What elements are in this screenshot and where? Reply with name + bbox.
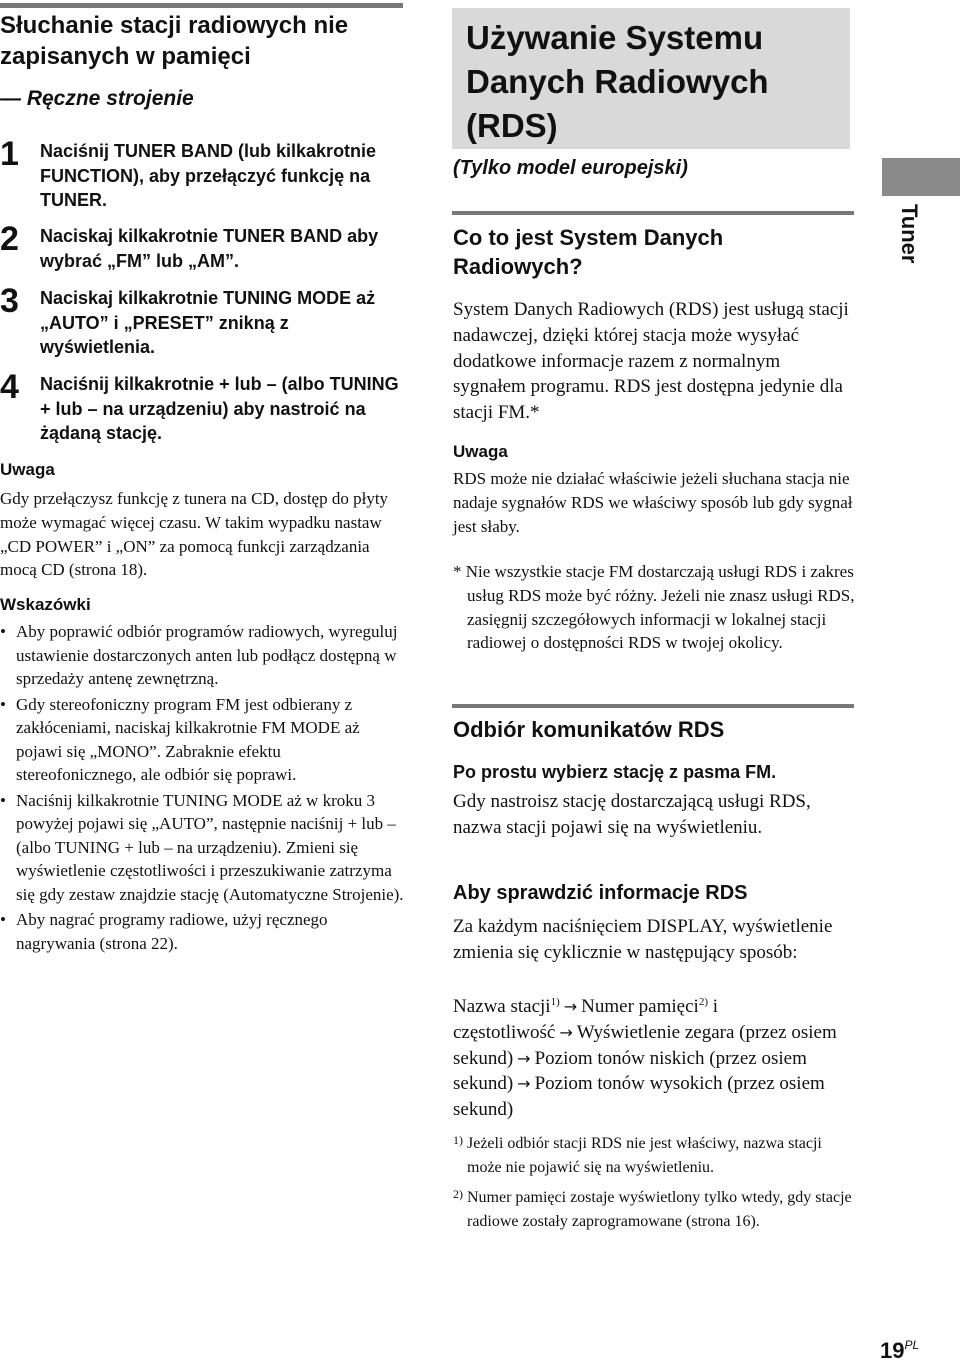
section-rule	[452, 211, 854, 215]
tip-text: Naciśnij kilkakrotnie TUNING MODE aż w kroku 3 powyżej pojawi się „AUTO”, następnie naciśnij + lub – (albo TUNING + lub – na urządzeniu). Zmieni się wyświetlenie częstotliwości i przeszukiwanie zatrzyma się gdy zestaw znajdzie stację (Automatyczne Strojenie).	[16, 790, 404, 904]
side-tab-label: Tuner	[897, 204, 922, 264]
tip-text: Aby nagrać programy radiowe, użyj ręcznego nagrywania (strona 22).	[16, 910, 328, 953]
footnote-2	[453, 1186, 853, 1233]
tips-label: Wskazówki	[0, 595, 91, 614]
tip-item	[0, 908, 404, 955]
footnote-1	[453, 1132, 853, 1179]
rds-note-text: RDS może nie działać właściwie jeżeli słuchana stacja nie nadaje sygnałów RDS we właściwy sposób lub gdy sygnał jest słaby.	[453, 469, 853, 536]
receive-text: Gdy nastroisz stację dostarczającą usługi RDS, nazwa stacji pojawi się na wyświetleniu.	[453, 791, 811, 838]
footnote-mark: 2)	[453, 1187, 463, 1201]
rds-title: Używanie Systemu Danych Radiowych (RDS)	[466, 19, 769, 144]
tip-item	[0, 620, 404, 691]
seq-bass: Poziom tonów niskich (przez osiem sekund)	[453, 1047, 807, 1095]
tip-item	[0, 789, 404, 907]
tip-text: Gdy stereofoniczny program FM jest odbierany z zakłóceniami, naciskaj kilkakrotnie FM MODE aż pojawi się „MONO”. Zabraknie efektu stereofonicznego, ale odbiór się poprawi.	[16, 694, 360, 784]
footnote-mark: 1)	[453, 1133, 463, 1147]
step-text: Naciśnij kilkakrotnie + lub – (albo TUNING + lub – na urządzeniu) aby nastroić na żądaną stację.	[40, 374, 399, 443]
step-number: 3	[0, 282, 19, 320]
seq-preset-number: Numer pamięci	[581, 996, 699, 1017]
footnote-ref: 1)	[550, 996, 560, 1008]
what-is-rds-heading: Co to jest System Danych Radiowych?	[453, 225, 724, 279]
tip-item	[0, 693, 404, 787]
step-number: 2	[0, 220, 19, 258]
footnote-text: Numer pamięci zostaje wyświetlony tylko wtedy, gdy stacje radiowe zostały zaprogramowane (strona 16).	[467, 1189, 852, 1230]
top-rule	[0, 3, 403, 8]
bullet-icon: •	[0, 790, 6, 810]
page-number	[880, 1338, 919, 1364]
bullet-icon: •	[0, 910, 6, 929]
arrow-right-icon: →	[517, 1048, 531, 1068]
step-number: 1	[0, 135, 19, 173]
what-is-rds-text: System Danych Radiowych (RDS) jest usługą stacji nadawczej, dzięki której stacja może wysyłać dodatkowe informacje razem z normalnym sygnałem programu. RDS jest dostępna jedynie dla stacji FM.*	[453, 299, 849, 424]
footnote-ref: 2)	[698, 996, 708, 1008]
bullet-icon: •	[0, 622, 6, 641]
side-tab-marker	[882, 158, 960, 196]
check-intro: Za każdym naciśnięciem DISPLAY, wyświetlenie zmienia się cyklicznie w następujący sposób:	[453, 916, 833, 963]
section-subheading: — Ręczne strojenie	[0, 87, 194, 110]
model-note: (Tylko model europejski)	[453, 157, 688, 179]
page-lang-suffix: PL	[904, 1338, 920, 1352]
note-label: Uwaga	[0, 460, 55, 479]
tip-text: Aby poprawić odbiór programów radiowych, wyreguluj ustawienie dostarczonych anten lub podłącz dostępną w sprzedaży antenę zewnętrzną.	[16, 622, 398, 688]
receive-subheading: Po prostu wybierz stację z pasma FM.	[453, 762, 777, 782]
page-number-value: 19	[880, 1338, 905, 1363]
rds-title-box	[452, 8, 850, 149]
display-sequence	[453, 994, 853, 1123]
arrow-right-icon: →	[563, 997, 578, 1016]
rds-note-label: Uwaga	[453, 442, 508, 461]
footnote-text: Jeżeli odbiór stacji RDS nie jest właściwy, nazwa stacji może nie pojawić się na wyświetleniu.	[467, 1135, 822, 1176]
seq-frequency: i częstotliwość	[453, 996, 719, 1043]
step-text: Naciśnij TUNER BAND (lub kilkakrotnie FUNCTION), aby przełączyć funkcję na TUNER.	[40, 141, 377, 210]
asterisk-note: * Nie wszystkie stacje FM dostarczają usługi RDS i zakres usług RDS może być różny. Jeżeli nie znasz usługi RDS, zasięgnij szczegółowych informacji w lokalnej stacji radiowej o dostępności RDS w twojej okolicy.	[453, 562, 855, 653]
check-heading: Aby sprawdzić informacje RDS	[453, 882, 748, 904]
step-text: Naciskaj kilkakrotnie TUNING MODE aż „AUTO” i „PRESET” znikną z wyświetlenia.	[40, 288, 376, 357]
seq-treble: Poziom tonów wysokich (przez osiem sekund)	[453, 1073, 825, 1121]
arrow-right-icon: →	[517, 1074, 531, 1094]
tips-list	[0, 620, 404, 957]
section-title: Słuchanie stacji radiowych nie zapisanych w pamięci	[0, 12, 349, 70]
bullet-icon: •	[0, 694, 6, 714]
receive-heading: Odbiór komunikatów RDS	[453, 717, 725, 742]
step-text: Naciskaj kilkakrotnie TUNER BAND aby wybrać „FM” lub „AM”.	[40, 226, 379, 271]
note-text: Gdy przełączysz funkcję z tunera na CD, dostęp do płyty może wymagać więcej czasu. W takim wypadku nastaw „CD POWER” i „ON” za pomocą funkcji zarządzania mocą CD (strona 18).	[0, 489, 389, 580]
arrow-right-icon: →	[559, 1022, 573, 1042]
section-rule	[452, 704, 854, 708]
seq-station-name: Nazwa stacji	[453, 996, 551, 1017]
seq-clock: Wyświetlenie zegara (przez osiem sekund)	[453, 1021, 837, 1069]
step-number: 4	[0, 368, 19, 406]
